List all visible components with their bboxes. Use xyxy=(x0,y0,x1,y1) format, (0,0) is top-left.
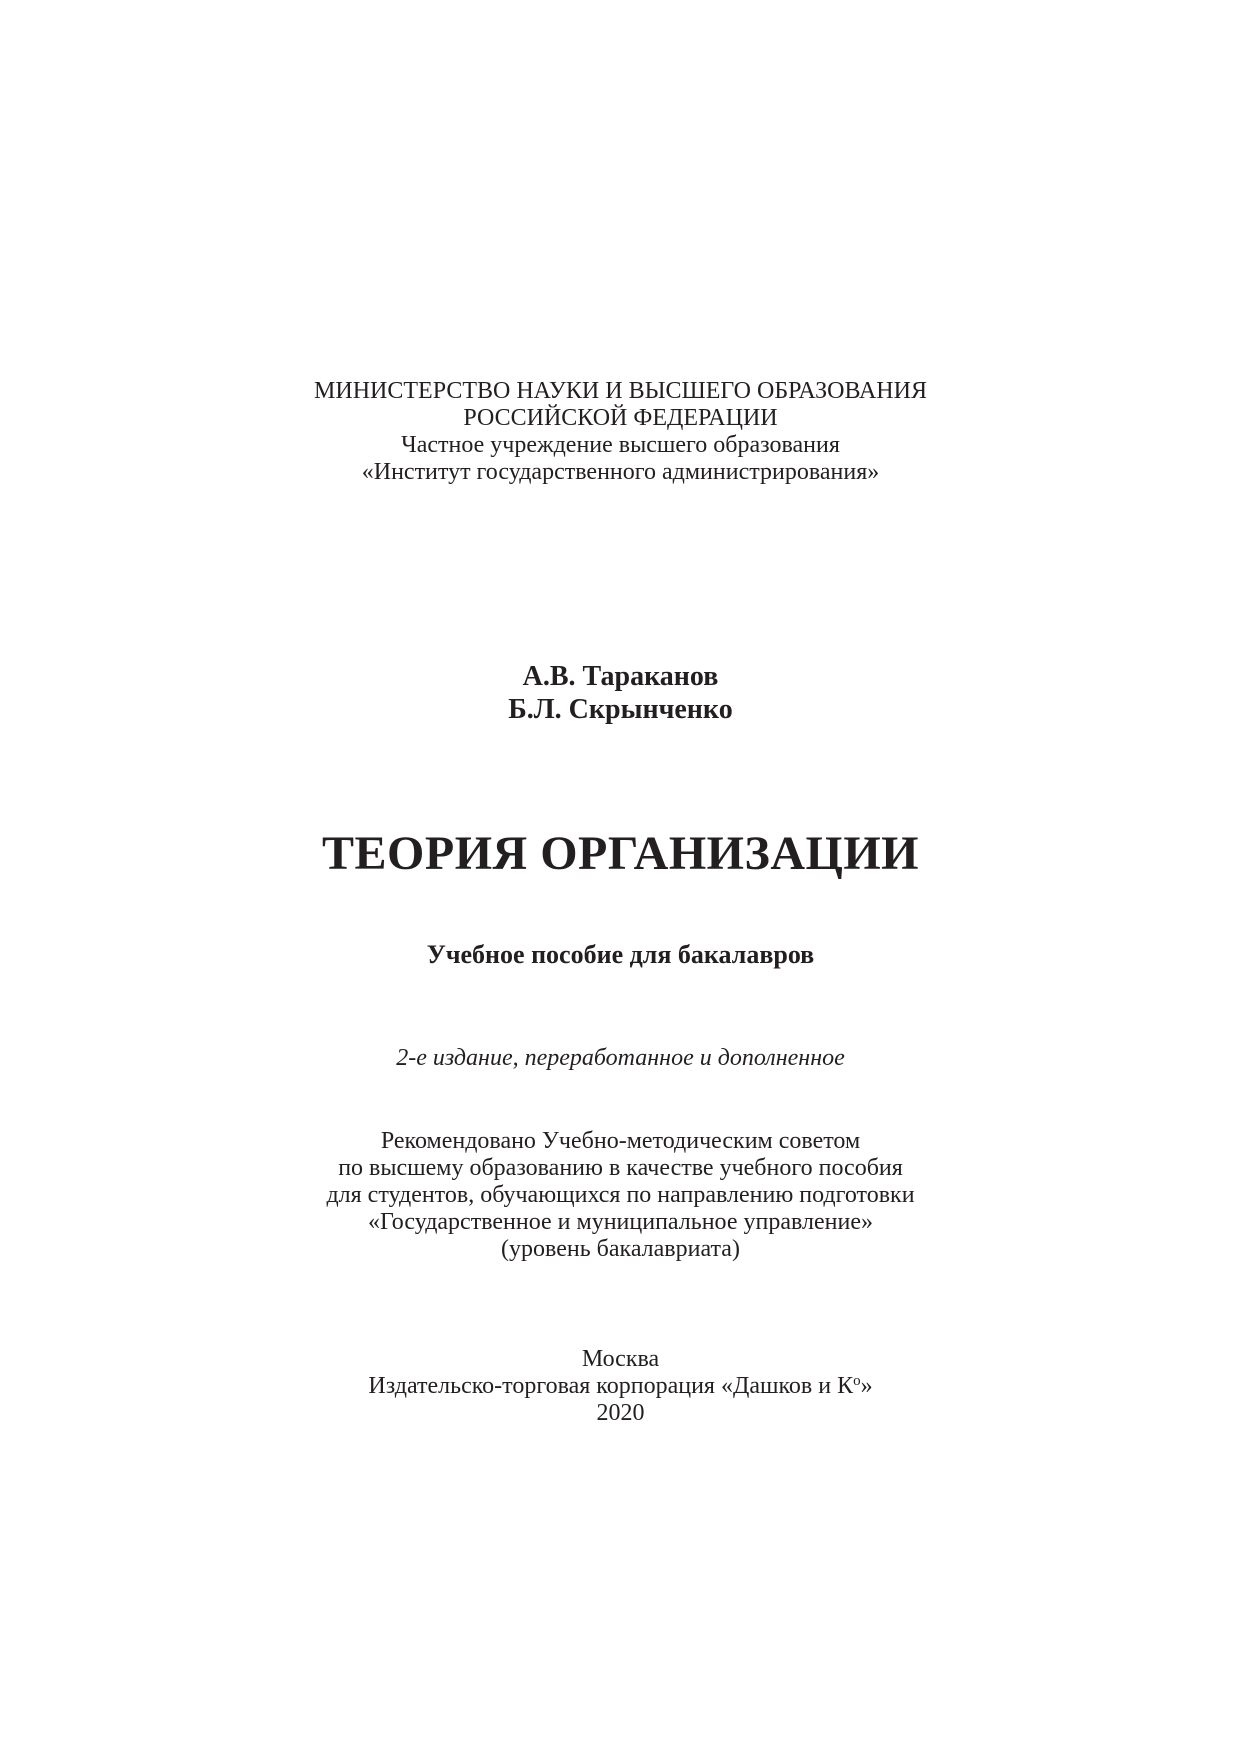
book-title: ТЕОРИЯ ОРГАНИЗАЦИИ xyxy=(322,827,919,880)
publisher-name: Издательско-торговая корпорация «Дашков и К xyxy=(368,1373,854,1399)
recommendation-line-2: по высшему образованию в качестве учебного пособия xyxy=(338,1155,903,1181)
recommendation-line-5: (уровень бакалавриата) xyxy=(501,1236,740,1262)
authors xyxy=(0,660,1241,726)
imprint-publisher xyxy=(0,1373,1241,1400)
author-2: Б.Л. Скрынченко xyxy=(508,694,733,725)
institution-header xyxy=(0,378,1241,486)
ministry-line-2: РОССИЙСКОЙ ФЕДЕРАЦИИ xyxy=(463,405,778,431)
recommendation-note xyxy=(0,1128,1241,1263)
book-subtitle: Учебное пособие для бакалавров xyxy=(426,940,815,969)
ministry-line-1: МИНИСТЕРСТВО НАУКИ И ВЫСШЕГО ОБРАЗОВАНИЯ xyxy=(314,378,927,404)
publisher-superscript: о xyxy=(853,1373,861,1389)
recommendation-line-4: «Государственное и муниципальное управление» xyxy=(368,1209,873,1235)
institution-name: «Институт государственного администрирования» xyxy=(361,459,880,485)
imprint xyxy=(0,1346,1241,1427)
publisher-closing-quote: » xyxy=(860,1373,873,1399)
author-1: А.В. Тараканов xyxy=(522,661,719,692)
imprint-city: Москва xyxy=(581,1346,660,1372)
institution-type: Частное учреждение высшего образования xyxy=(401,432,840,458)
imprint-year: 2020 xyxy=(596,1400,645,1426)
edition-note: 2-е издание, переработанное и дополненное xyxy=(396,1045,845,1071)
recommendation-line-3: для студентов, обучающихся по направлению подготовки xyxy=(326,1182,915,1208)
recommendation-line-1: Рекомендовано Учебно-методическим советом xyxy=(380,1128,861,1154)
